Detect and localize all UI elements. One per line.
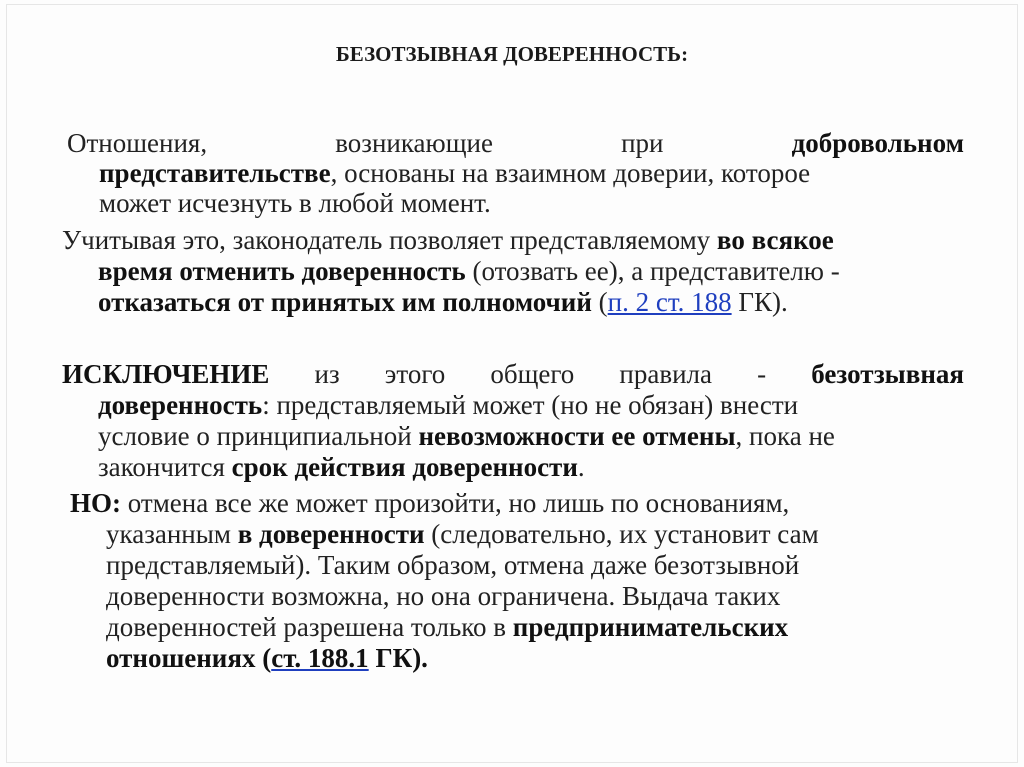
p2-line-1: Учитывая это, законодатель позволяет представляемому во всякое <box>62 225 834 255</box>
p4-line-2: указанным в доверенности (следовательно, их установит сам <box>106 519 819 549</box>
paragraph-legislator <box>62 225 964 318</box>
p4-line-1: НО: отмена все же может произойти, но лишь по основаниям, <box>70 488 790 518</box>
paragraph-exception <box>62 359 964 483</box>
p4-line-5: доверенностей разрешена только в предпринимательских <box>106 612 789 642</box>
article-188-link[interactable]: п. 2 ст. 188 <box>607 287 732 317</box>
p3-line-2: доверенность: представляемый может (но не обязан) внести <box>98 390 799 420</box>
p3-line-4: закончится срок действия доверенности. <box>98 452 585 482</box>
article-188-1-link[interactable]: ст. 188.1 <box>271 643 369 673</box>
slide-title: БЕЗОТЗЫВНАЯ ДОВЕРЕННОСТЬ: <box>335 42 689 66</box>
p2-line-3: отказаться от принятых им полномочий (п. 2 ст. 188 ГК). <box>98 287 788 317</box>
p4-line-6: отношениях (ст. 188.1 ГК). <box>106 643 428 673</box>
p4-line-4: доверенности возможна, но она ограничена. Выдача таких <box>106 581 781 611</box>
p1-line-1: Отношения, возникающие при добровольном <box>67 128 964 158</box>
p1-line-3: может исчезнуть в любой момент. <box>99 188 491 218</box>
p1-line-2: представительстве, основаны на взаимном доверии, которое <box>99 158 811 188</box>
paragraph-voluntary-representation <box>67 128 964 218</box>
p4-line-3: представляемый). Таким образом, отмена даже безотзывной <box>106 550 800 580</box>
p3-line-1: ИСКЛЮЧЕНИЕ из этого общего правила - безотзывная <box>62 359 964 389</box>
paragraph-but <box>70 488 964 674</box>
p3-line-3: условие о принципиальной невозможности ее отмены, пока не <box>98 421 835 451</box>
p2-line-2: время отменить доверенность (отозвать ее), а представителю - <box>98 256 840 286</box>
